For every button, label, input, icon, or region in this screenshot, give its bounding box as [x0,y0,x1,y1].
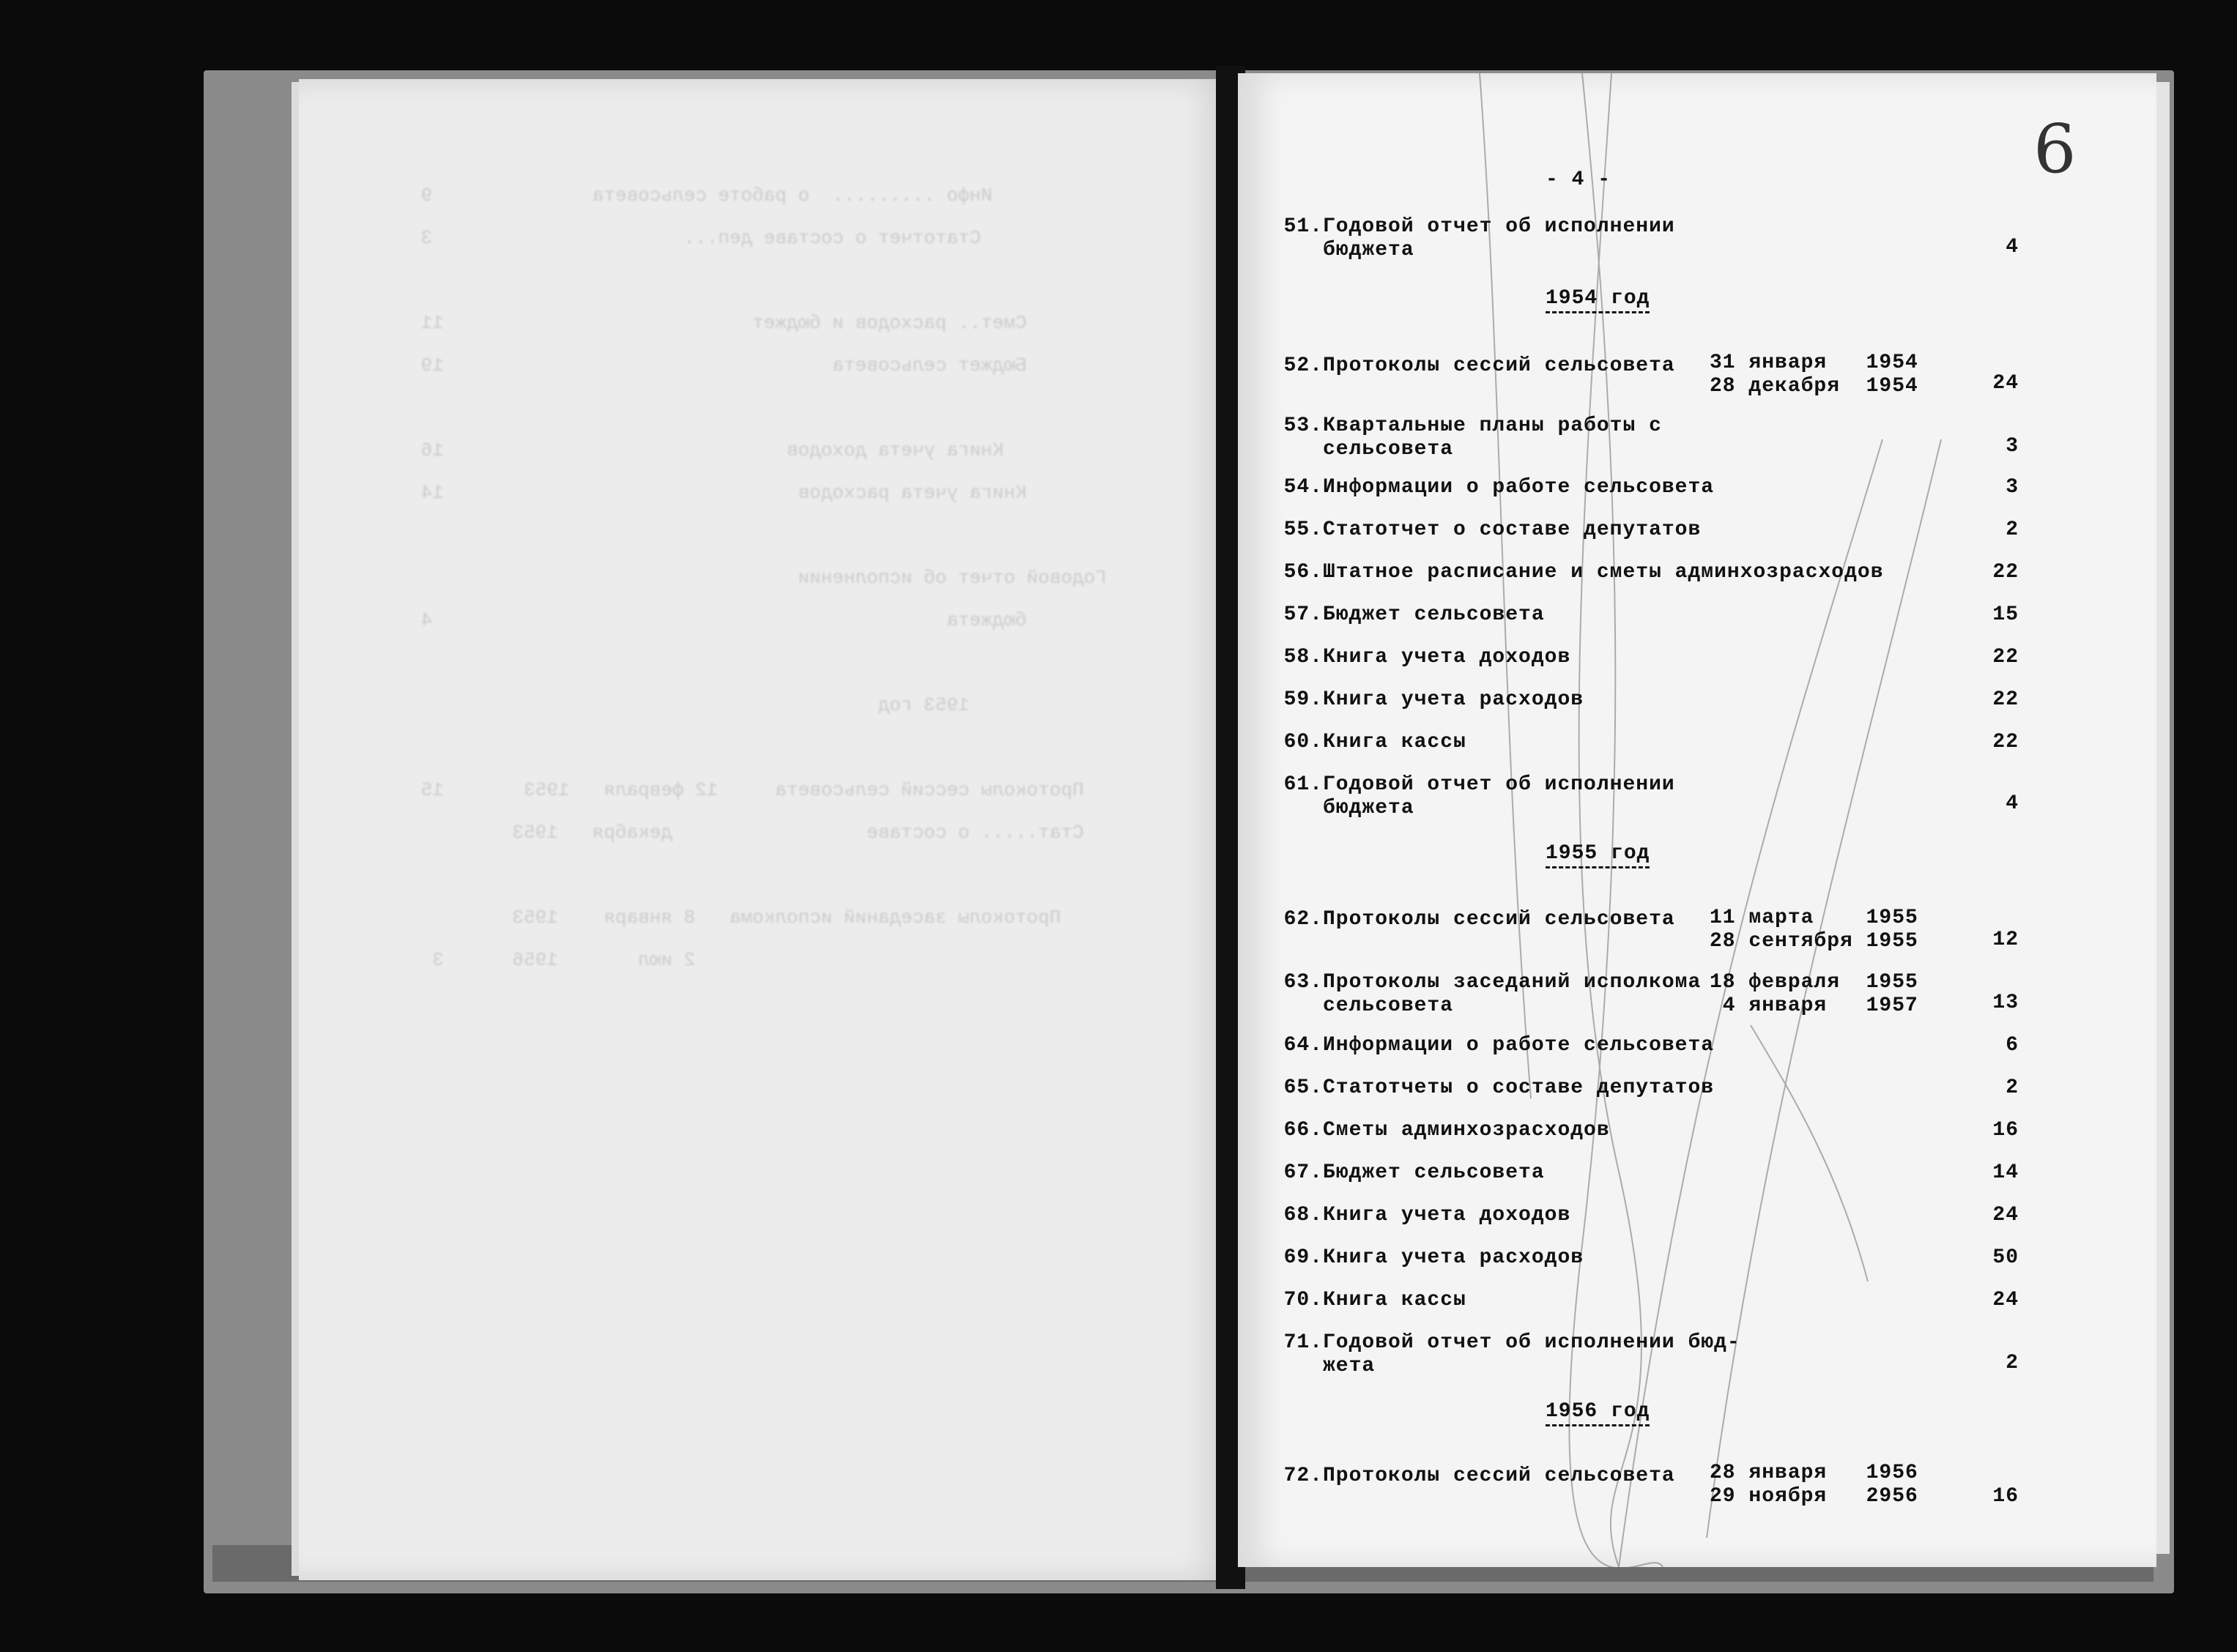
entry-number: 68. [1283,1204,1323,1227]
entry-title: Бюджет сельсовета [1323,603,1545,626]
entry-title: Штатное расписание и сметы админхозрасходов [1323,561,1884,584]
entry-sheet-count: 3 [2006,476,2019,499]
entry-title: Информации о работе сельсовета [1323,1034,1715,1057]
entry-sheet-count: 2 [2006,518,2019,541]
entry-title: Книга учета доходов [1323,1204,1571,1227]
entry-number: 66. [1283,1119,1323,1142]
entry-sheet-count: 2 [2006,1352,2019,1374]
entry-sheet-count: 3 [2006,435,2019,458]
year-heading: 1955 год [1546,842,1650,868]
entry-number: 60. [1283,731,1323,754]
entry-dates: 28 января 1956 29 ноября 2956 [1710,1462,1918,1508]
year-heading: 1956 год [1546,1400,1650,1426]
entry-title: Годовой отчет об исполнении бюд- жета [1323,1331,1740,1377]
entry-title: Годовой отчет об исполнении бюджета [1323,215,1675,261]
entry-sheet-count: 2 [2006,1076,2019,1099]
entry-sheet-count: 12 [1992,929,2019,951]
entry-number: 64. [1283,1034,1323,1057]
entry-number: 58. [1283,646,1323,669]
entry-sheet-count: 22 [1992,688,2019,711]
entry-title: Книга учета доходов [1323,646,1571,669]
entry-sheet-count: 16 [1992,1119,2019,1142]
entry-number: 71. [1283,1331,1323,1354]
entry-dates: 18 февраля 1955 4 января 1957 [1710,971,1918,1017]
entry-number: 61. [1283,773,1323,796]
entry-title: Сметы админхозрасходов [1323,1119,1610,1142]
entry-title: Годовой отчет об исполнении бюджета [1323,773,1675,819]
entry-dates: 11 марта 1955 28 сентября 1955 [1710,907,1918,953]
entry-number: 69. [1283,1246,1323,1269]
year-heading: 1954 год [1546,287,1650,313]
entry-sheet-count: 13 [1992,991,2019,1014]
entry-number: 54. [1283,476,1323,499]
entry-sheet-count: 50 [1992,1246,2019,1269]
entry-title: Квартальные планы работы с сельсовета [1323,414,1662,461]
entry-sheet-count: 22 [1992,731,2019,754]
entry-title: Бюджет сельсовета [1323,1161,1545,1184]
entry-number: 63. [1283,971,1323,994]
entry-sheet-count: 22 [1992,646,2019,669]
entry-title: Протоколы сессий сельсовета [1323,1465,1675,1487]
entry-number: 52. [1283,354,1323,377]
entry-sheet-count: 6 [2006,1034,2019,1057]
entry-number: 55. [1283,518,1323,541]
entry-number: 62. [1283,908,1323,931]
entry-sheet-count: 4 [2006,792,2019,815]
entry-title: Протоколы заседаний исполкома сельсовета [1323,971,1702,1017]
entry-sheet-count: 4 [2006,236,2019,258]
entry-title: Книга кассы [1323,731,1466,754]
entry-sheet-count: 24 [1992,1204,2019,1227]
entry-number: 53. [1283,414,1323,437]
entry-number: 59. [1283,688,1323,711]
entry-number: 56. [1283,561,1323,584]
entry-sheet-count: 22 [1992,561,2019,584]
entry-title: Протоколы сессий сельсовета [1323,354,1675,377]
entry-sheet-count: 15 [1992,603,2019,626]
entry-title: Информации о работе сельсовета [1323,476,1715,499]
entry-sheet-count: 14 [1992,1161,2019,1184]
entry-title: Статотчеты о составе депутатов [1323,1076,1715,1099]
entry-number: 67. [1283,1161,1323,1184]
entry-sheet-count: 16 [1992,1485,2019,1508]
entry-dates: 31 января 1954 28 декабря 1954 [1710,351,1918,398]
entry-number: 70. [1283,1289,1323,1311]
entry-number: 72. [1283,1465,1323,1487]
entry-number: 65. [1283,1076,1323,1099]
entry-title: Книга учета расходов [1323,688,1584,711]
page-number: - 4 - [1546,168,1611,191]
entry-title: Протоколы сессий сельсовета [1323,908,1675,931]
handwritten-folio-number: 6 [2033,110,2077,188]
entry-sheet-count: 24 [1992,372,2019,395]
entry-number: 51. [1283,215,1323,238]
entry-title: Статотчет о составе депутатов [1323,518,1702,541]
entry-title: Книга кассы [1323,1289,1466,1311]
left-page-bleedthrough: Инфо ......... о работе сельсовета 9 Статотчет о составе деп... 3 Смет.. расходов и бюджет 11 Бюджет сельсовета 19 Книга учета доходов 16 Книга учета расходов 14 Годовой отчет об исполнении бюджета 4 1953 год Протоколы сессий сельсовета 12 февраля 1953 15 Стат..... о составе декабря 1953 Протоколы заседаний исполкома 8 января 1953 2 июл 1956 3 [420,185,1107,971]
entry-number: 57. [1283,603,1323,626]
entry-title: Книга учета расходов [1323,1246,1584,1269]
entry-sheet-count: 24 [1992,1289,2019,1311]
